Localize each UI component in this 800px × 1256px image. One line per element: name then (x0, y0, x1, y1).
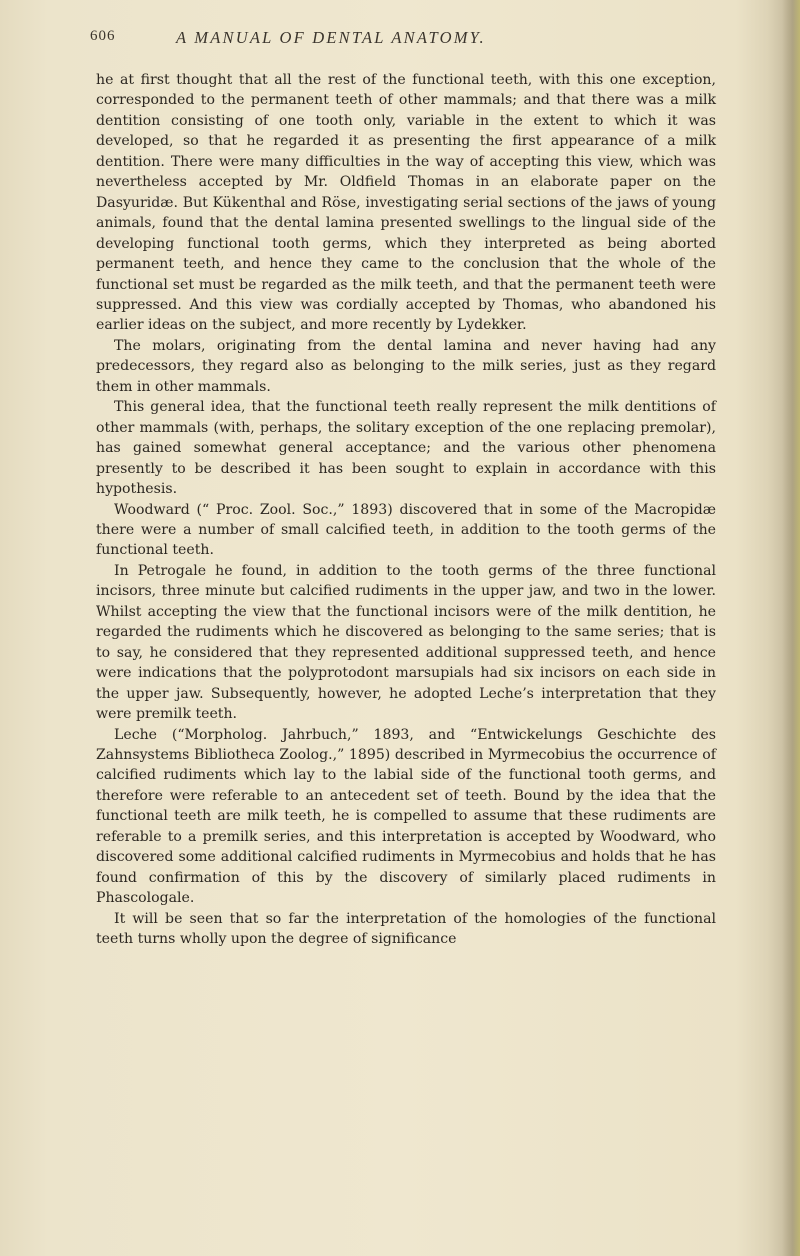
running-title: A MANUAL OF DENTAL ANATOMY. (176, 28, 486, 47)
paragraph: The molars, originating from the dental lamina and never having had any predecessors, they regard also as belonging to the milk series, just as they regard them in other mammals. (96, 337, 716, 395)
paragraph: This general idea, that the functional teeth really represent the milk dentitions of other mammals (with, perhaps, the solitary exception of the one replacing premolar), has gained somewhat general acceptance; and the various other phenomena presently to be described it has been sought to explain in accordance with this hypothesis. (96, 399, 716, 498)
page-number: 606 (90, 28, 116, 44)
paragraph: Woodward (“ Proc. Zool. Soc.,” 1893) discovered that in some of the Macropidæ there were a number of small calcified teeth, in addition to the tooth germs of the functional teeth. (96, 501, 716, 559)
body-text (96, 70, 716, 949)
paragraph: Leche (“Morpholog. Jahrbuch,” 1893, and “Entwickelungs Geschichte des Zahnsystems Bibliotheca Zoolog.,” 1895) described in Myrmecobius the occurrence of calcified rudiments which lay to the labial side of the functional tooth germs, and therefore were referable to an antecedent set of teeth. Bound by the idea that the functional teeth are milk teeth, he is compelled to assume that these rudiments are referable to a premilk series, and this interpretation is accepted by Woodward, who discovered some additional calcified rudiments in Myrmecobius and holds that he has found confirmation of this by the discovery of similarly placed rudiments in Phascologale. (96, 726, 716, 907)
paragraph-continued: he at first thought that all the rest of the functional teeth, with this one exception, corresponded to the permanent teeth of other mammals; and that there was a milk dentition consisting of one tooth only, variable in the extent to which it was developed, so that he regarded it as presenting the first appearance of a milk dentition. There were many difficulties in the way of accepting this view, which was nevertheless accepted by Mr. Oldfield Thomas in an elaborate paper on the Dasyuridæ. But Kükenthal and Röse, investigating serial sections of the jaws of young animals, found that the dental lamina presented swellings to the lingual side of the developing functional tooth germs, which they interpreted as being aborted permanent teeth, and hence they came to the conclusion that the whole of the functional set must be regarded as the milk teeth, and that the permanent teeth were suppressed. And this view was cordially accepted by Thomas, who abandoned his earlier ideas on the subject, and more recently by Lydekker. (96, 72, 716, 334)
paragraph: In Petrogale he found, in addition to the tooth germs of the three functional incisors, three minute but calcified rudiments in the upper jaw, and two in the lower. Whilst accepting the view that the functional incisors were of the milk dentition, he regarded the rudiments which he discovered as belonging to the same series; that is to say, he considered that they represented additional suppressed teeth, and hence were indications that the polyprotodont marsupials had six incisors on each side in the upper jaw. Subsequently, however, he adopted Leche’s interpretation that they were premilk teeth. (96, 562, 716, 723)
paragraph: It will be seen that so far the interpretation of the homologies of the functional teeth turns wholly upon the degree of significance (96, 910, 716, 948)
page-edge-shadow (782, 0, 800, 1256)
